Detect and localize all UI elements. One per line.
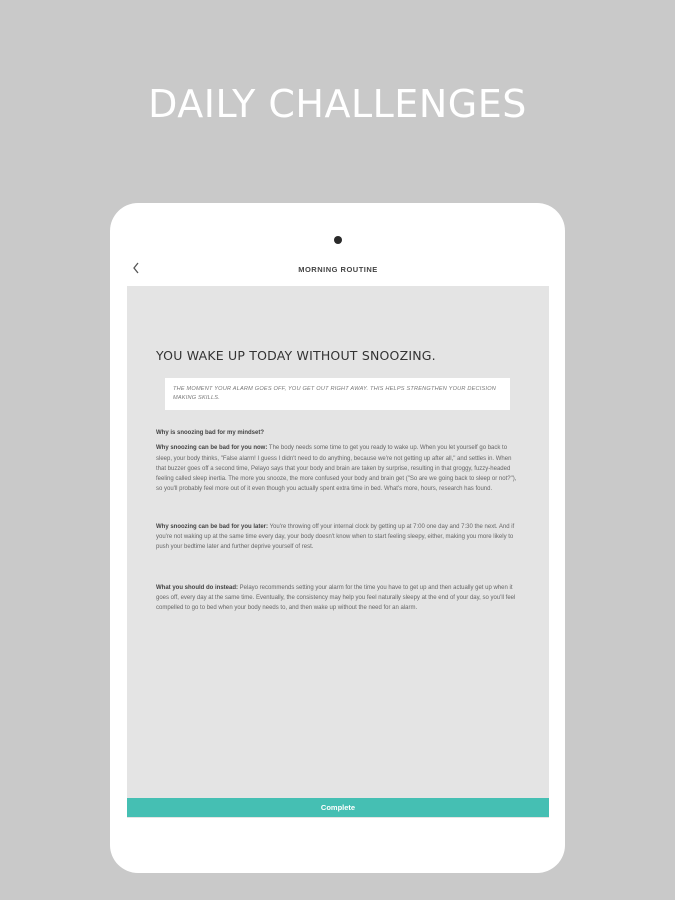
paragraph-text: Pelayo recommends setting your alarm for the time you have to get up and then actually get up when it goes off, every day at the same time. Eventually, the consistency may help you feel naturally sleepy at the end of your day, so you'll feel compelled to go to bed when your body needs to, and then wake up without the need for an alarm. (156, 584, 516, 612)
nav-bar (127, 255, 549, 285)
paragraph-text: The body needs some time to get you ready to wake up. When you let yourself go back to sleep, your body thinks, "False alarm! I guess I didn't need to do anything, because we're not getting up after all," and settles in. When that buzzer goes off a second time, Pelayo says that your body and brain are taken by surprise, resulting in that groggy, fuzzy-headed feeling called sleep inertia. The more you snooze, the more confused your body and brain get ("So are we going back to sleep or not?"), so you'll probably feel more out of it even though you actually spent extra time in bed. What's more, hours, research has found. (156, 445, 517, 493)
challenge-screen (127, 286, 549, 818)
tablet-frame (110, 203, 565, 873)
challenge-title: YOU WAKE UP TODAY WITHOUT SNOOZING. (156, 348, 436, 363)
camera-dot (334, 236, 342, 244)
article-body (156, 428, 520, 614)
article-question: Why is snoozing bad for my mindset? (156, 430, 265, 436)
paragraph-heading: Why snoozing can be bad for you now: (156, 445, 268, 452)
article-paragraph (156, 583, 520, 614)
promo-headline: DAILY CHALLENGES (148, 82, 527, 126)
complete-button[interactable]: Complete (127, 798, 549, 817)
article-paragraph (156, 443, 520, 494)
article-paragraph (156, 522, 520, 553)
paragraph-heading: Why snoozing can be bad for you later: (156, 523, 269, 530)
paragraph-heading: What you should do instead: (156, 584, 238, 591)
paragraph-text: You're throwing off your internal clock by getting up at 7:00 one day and 7:30 the next. And if you're not waking up at the same time every day, your body doesn't know when to start feeling sleepy, either, making you more likely to push your bedtime later and further deprive yourself of rest. (156, 523, 515, 551)
quote-box (165, 378, 510, 410)
quote-text: THE MOMENT YOUR ALARM GOES OFF, YOU GET OUT RIGHT AWAY. THIS HELPS STRENGTHEN YOUR DECISION MAKING SKILLS. (173, 386, 496, 401)
nav-title: MORNING ROUTINE (298, 265, 378, 274)
